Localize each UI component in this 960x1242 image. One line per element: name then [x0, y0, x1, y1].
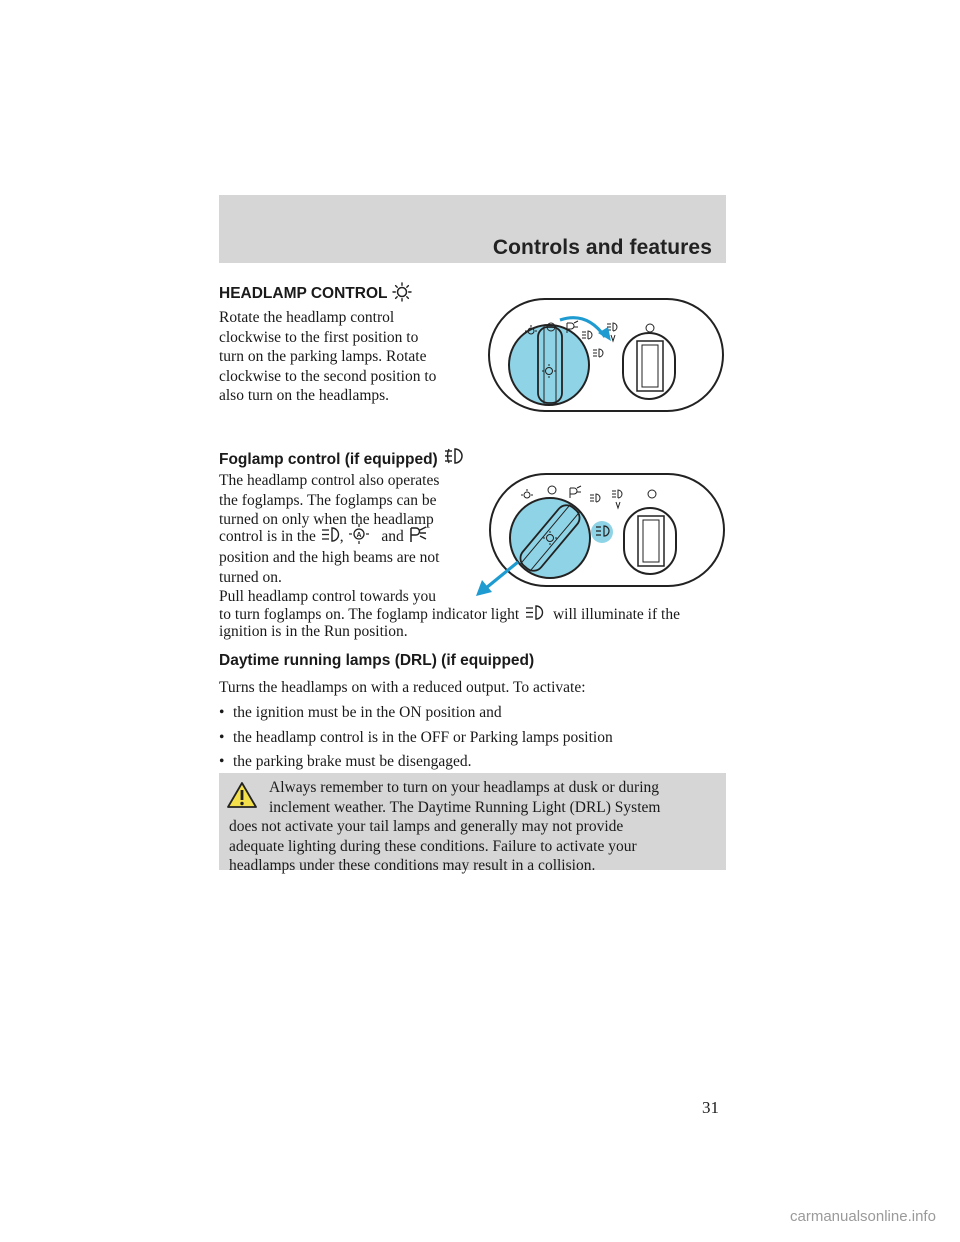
text-line: does not activate your tail lamps and generally may not provide — [229, 818, 624, 835]
bullet-text: the headlamp control is in the OFF or Parking lamps position — [233, 728, 613, 746]
headlamp-heading — [219, 282, 412, 303]
list-item — [219, 752, 613, 772]
foglamp-paragraph — [219, 471, 489, 530]
header-band — [219, 195, 726, 263]
bullet-text: the ignition must be in the ON position and — [233, 704, 502, 721]
text-line: clockwise to the second position to — [219, 367, 437, 385]
section-title: Controls and features — [492, 236, 712, 259]
list-item — [219, 703, 613, 723]
headlamp-heading-text: HEADLAMP CONTROL — [219, 285, 388, 302]
bullet: • — [219, 753, 225, 770]
text-line: headlamps under these conditions may result in a collision. — [229, 857, 596, 874]
text-span: , — [339, 528, 344, 545]
page-number: 31 — [702, 1098, 719, 1117]
foglamp-heading — [219, 446, 464, 469]
foglamp-line-4 — [219, 523, 428, 547]
foglamp-icon — [320, 525, 340, 545]
foglamp-switch-diagram — [472, 470, 728, 598]
text-line: position and the high beams are not — [219, 549, 440, 566]
foglamp-line-5 — [219, 548, 439, 587]
text-line: the foglamps. The foglamps can be — [219, 491, 437, 509]
text-line: turn on the parking lamps. Rotate — [219, 348, 427, 365]
text-span: will illuminate if the — [552, 606, 680, 623]
parking-lamp-icon — [408, 525, 428, 545]
text-span: control is in the — [219, 528, 316, 545]
bullet: • — [219, 728, 225, 746]
foglamp-pull-line-3: ignition is in the Run position. — [219, 623, 408, 640]
foglamp-heading-text: Foglamp control (if equipped) — [219, 451, 438, 468]
foglamp-indicator-icon — [523, 603, 545, 623]
text-span: to turn foglamps on. The foglamp indicator light — [219, 606, 520, 623]
bullet-text: the parking brake must be disengaged. — [233, 753, 472, 770]
text-line: adequate lighting during these conditions. Failure to activate your — [229, 837, 637, 855]
drl-heading: Daytime running lamps (DRL) (if equipped) — [219, 652, 535, 669]
drl-intro: Turns the headlamps on with a reduced output. To activate: — [219, 679, 586, 696]
text-line: The headlamp control also operates — [219, 472, 440, 489]
text-line: Always remember to turn on your headlamps at dusk or during — [269, 779, 659, 796]
svg-text:A: A — [355, 532, 362, 539]
text-line: clockwise to the first position to — [219, 328, 419, 346]
headlamp-sun-icon — [392, 282, 412, 302]
warning-box — [219, 773, 726, 874]
text-line: turned on only when the headlamp — [219, 511, 434, 528]
warning-text — [229, 778, 719, 876]
headlamp-paragraph — [219, 308, 436, 406]
watermark: carmanualsonline.info — [790, 1208, 936, 1225]
text-line: inclement weather. The Daytime Running Light (DRL) System — [269, 798, 661, 816]
text-span: and — [381, 528, 404, 545]
text-line: Rotate the headlamp control — [219, 309, 395, 326]
text-line: also turn on the headlamps. — [219, 387, 390, 404]
text-line: turned on. — [219, 568, 282, 586]
foglamp-icon — [442, 446, 464, 468]
headlamp-switch-diagram — [487, 291, 727, 421]
list-item — [219, 728, 613, 748]
foglamp-pull-line-1: Pull headlamp control towards you — [219, 588, 436, 605]
auto-lamp-icon — [348, 523, 370, 545]
drl-bullet-list — [219, 703, 613, 772]
bullet: • — [219, 704, 225, 721]
